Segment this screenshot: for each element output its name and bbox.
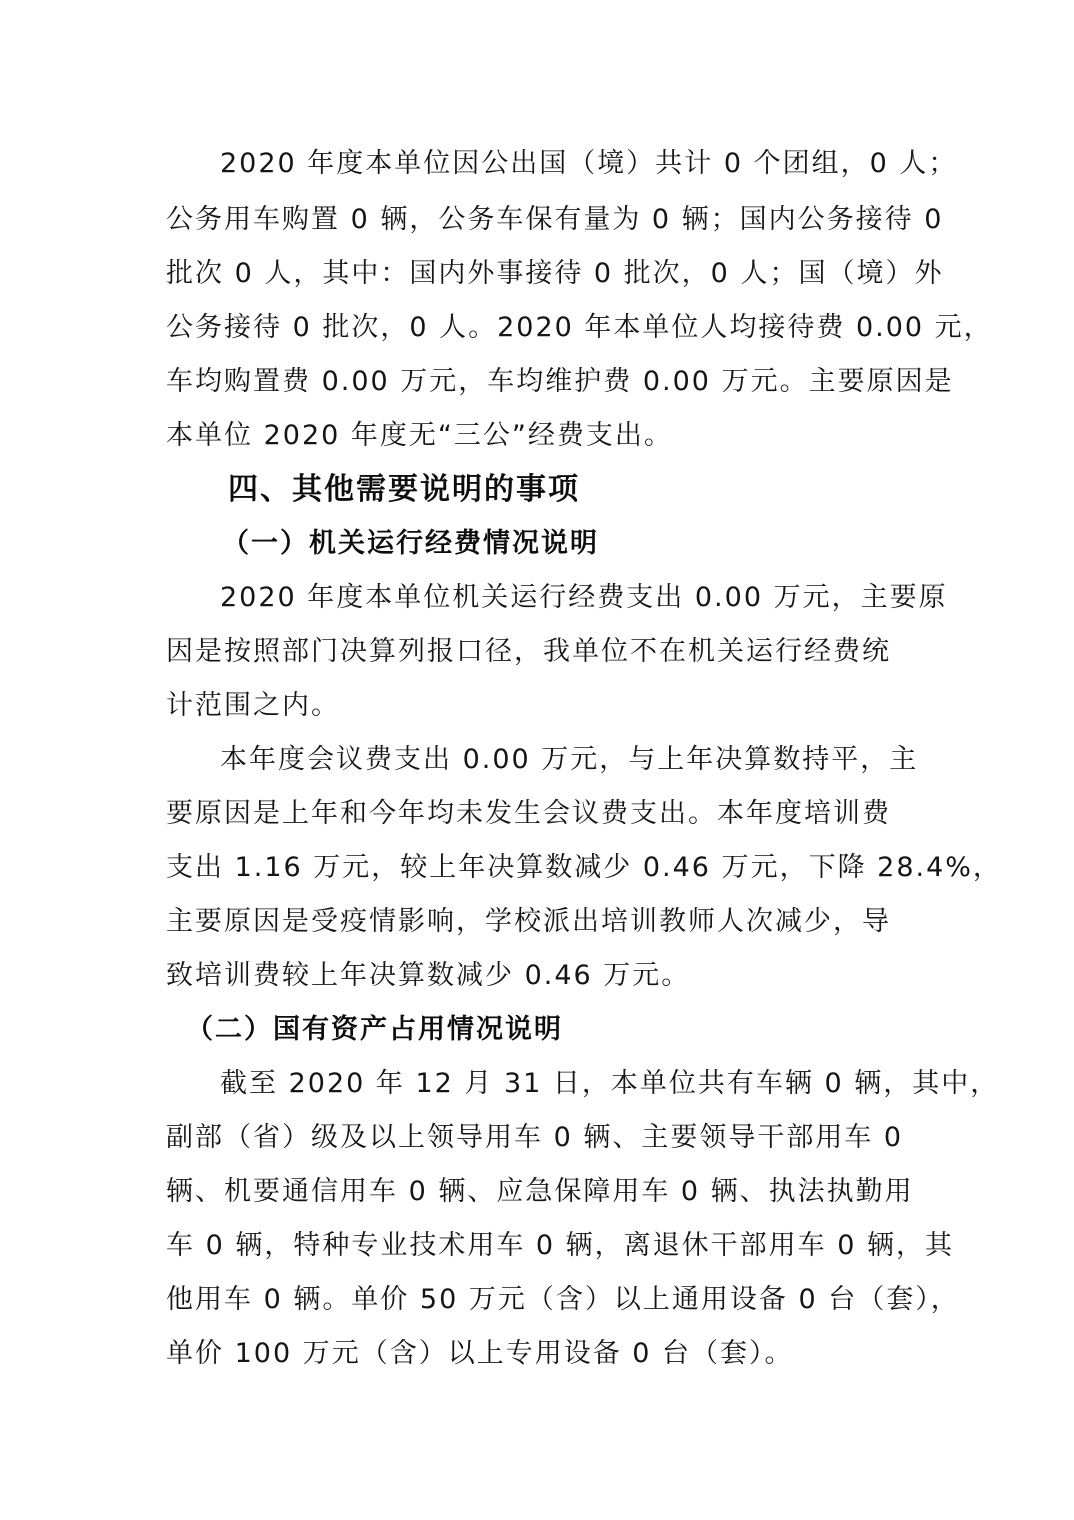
paragraph-line: 要原因是上年和今年均未发生会议费支出。本年度培训费	[166, 798, 891, 829]
paragraph-line: 本年度会议费支出 0.00 万元，与上年决算数持平，主	[220, 744, 919, 775]
section-heading: 四、其他需要说明的事项	[228, 472, 580, 507]
paragraph-line: 本单位 2020 年度无“三公”经费支出。	[166, 420, 673, 451]
paragraph-line: 批次 0 人，其中：国内外事接待 0 批次，0 人；国（境）外	[166, 258, 944, 289]
paragraph-line: 车均购置费 0.00 万元，车均维护费 0.00 万元。主要原因是	[166, 366, 954, 397]
paragraph-line: 2020 年度本单位因公出国（境）共计 0 个团组，0 人；	[220, 148, 958, 179]
paragraph-line: 公务接待 0 批次，0 人。2020 年本单位人均接待费 0.00 元，	[166, 312, 993, 343]
paragraph-line: 2020 年度本单位机关运行经费支出 0.00 万元，主要原	[220, 582, 948, 613]
paragraph-line: 截至 2020 年 12 月 31 日，本单位共有车辆 0 辆，其中，	[220, 1068, 1000, 1099]
subsection-heading: （一）机关运行经费情况说明	[222, 528, 599, 559]
paragraph-line: 计范围之内。	[166, 690, 340, 721]
paragraph-line: 辆、机要通信用车 0 辆、应急保障用车 0 辆、执法执勤用	[166, 1176, 914, 1207]
paragraph-line: 致培训费较上年决算数减少 0.46 万元。	[166, 960, 691, 991]
subsection-heading: （二）国有资产占用情况说明	[186, 1014, 563, 1045]
paragraph-line: 车 0 辆，特种专业技术用车 0 辆，离退休干部用车 0 辆，其	[166, 1230, 955, 1261]
paragraph-line: 他用车 0 辆。单价 50 万元（含）以上通用设备 0 台（套），	[166, 1284, 960, 1315]
paragraph-line: 因是按照部门决算列报口径，我单位不在机关运行经费统	[166, 636, 891, 667]
paragraph-line: 副部（省）级及以上领导用车 0 辆、主要领导干部用车 0	[166, 1122, 904, 1153]
paragraph-line: 支出 1.16 万元，较上年决算数减少 0.46 万元，下降 28.4%，	[166, 852, 1002, 883]
paragraph-line: 主要原因是受疫情影响，学校派出培训教师人次减少，导	[166, 906, 891, 937]
paragraph-line: 公务用车购置 0 辆，公务车保有量为 0 辆；国内公务接待 0	[166, 204, 944, 235]
paragraph-line: 单价 100 万元（含）以上专用设备 0 台（套）。	[166, 1338, 794, 1369]
